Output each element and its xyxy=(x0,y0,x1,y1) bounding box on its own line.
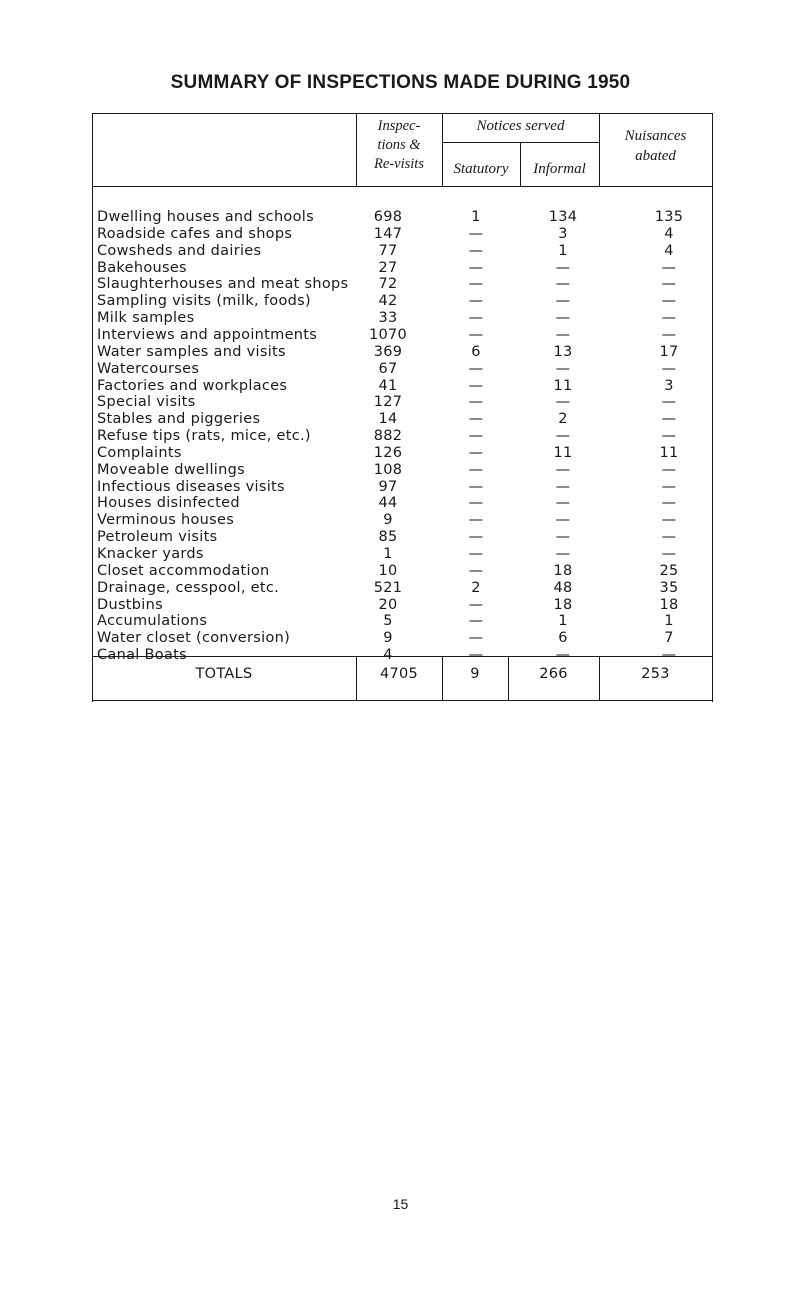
row-informal: — xyxy=(555,428,571,445)
row-inspections: 42 xyxy=(378,293,398,310)
row-label: Dwelling houses and schools xyxy=(97,209,314,225)
row-nuisances: 7 xyxy=(664,630,674,647)
table-row xyxy=(92,646,713,664)
header-statutory: Statutory xyxy=(453,161,509,177)
row-statutory: — xyxy=(468,377,484,394)
row-inspections: 369 xyxy=(373,343,403,360)
row-informal: — xyxy=(555,512,571,529)
row-statutory: — xyxy=(468,293,484,310)
row-nuisances: — xyxy=(661,411,677,428)
row-informal: — xyxy=(555,478,571,495)
row-inspections: 41 xyxy=(378,377,398,394)
row-inspections: 67 xyxy=(378,360,398,377)
row-inspections: 97 xyxy=(378,478,398,495)
row-label: Closet accommodation xyxy=(97,562,270,579)
table-row xyxy=(92,343,713,361)
row-label: Special visits xyxy=(97,394,196,411)
row-nuisances: 3 xyxy=(664,377,674,394)
row-nuisances: 4 xyxy=(664,242,674,259)
row-nuisances: — xyxy=(661,478,677,495)
row-label: Verminous houses xyxy=(97,512,235,529)
header-nuisances-abated xyxy=(599,126,712,166)
row-label: Water samples and visits xyxy=(97,343,286,360)
table-row xyxy=(92,326,713,344)
row-nuisances: 18 xyxy=(659,596,679,613)
row-inspections: 1070 xyxy=(368,326,408,343)
row-statutory: — xyxy=(468,546,484,562)
totals-row xyxy=(92,665,713,685)
inspections-table xyxy=(92,113,713,702)
page-title: SUMMARY OF INSPECTIONS MADE DURING 1950 xyxy=(170,72,631,93)
row-inspections: 5 xyxy=(383,613,393,630)
table-row xyxy=(92,494,713,512)
row-inspections: 27 xyxy=(378,259,398,276)
table-row xyxy=(92,360,713,378)
totals-nuisances: 253 xyxy=(641,666,670,682)
row-label: Factories and workplaces xyxy=(97,377,288,394)
table-row xyxy=(92,629,713,647)
totals-label: TOTALS xyxy=(195,666,253,682)
row-statutory: — xyxy=(468,259,484,276)
row-inspections: 20 xyxy=(378,596,398,613)
header-nuisances-line-1: Nuisances xyxy=(624,128,687,144)
row-informal: — xyxy=(555,529,571,546)
header-nuisances-line-2: abated xyxy=(635,148,676,164)
row-label: Roadside cafes and shops xyxy=(97,225,293,242)
row-nuisances: — xyxy=(661,647,677,664)
row-nuisances: 4 xyxy=(664,225,674,242)
row-nuisances: 35 xyxy=(659,579,679,596)
row-statutory: — xyxy=(468,411,484,428)
row-nuisances: — xyxy=(661,276,677,293)
row-label: Cowsheds and dairies xyxy=(97,242,262,259)
header-inspections-line-2: tions & xyxy=(377,137,421,153)
header-inspections xyxy=(356,117,442,174)
table-row xyxy=(92,579,713,597)
row-statutory: — xyxy=(468,394,484,411)
row-inspections: 44 xyxy=(378,495,398,512)
row-inspections: 147 xyxy=(373,225,403,242)
row-statutory: — xyxy=(468,630,484,647)
row-nuisances: 1 xyxy=(664,613,674,630)
table-row xyxy=(92,309,713,327)
row-inspections: 14 xyxy=(378,411,398,428)
table-row xyxy=(92,225,713,243)
row-label: Stables and piggeries xyxy=(97,411,261,428)
row-label: Moveable dwellings xyxy=(97,461,245,478)
row-statutory: — xyxy=(468,478,484,495)
row-statutory: — xyxy=(468,428,484,445)
row-label: Water closet (conversion) xyxy=(97,630,291,647)
row-informal: 11 xyxy=(553,444,573,461)
table-row xyxy=(92,242,713,260)
row-statutory: — xyxy=(468,562,484,579)
totals-inspections: 4705 xyxy=(379,666,419,682)
table-row xyxy=(92,427,713,445)
table-row xyxy=(92,596,713,614)
row-inspections: 4 xyxy=(383,647,393,664)
row-statutory: — xyxy=(468,495,484,512)
table-row xyxy=(92,528,713,546)
row-label: Canal Boats xyxy=(97,647,187,664)
row-label: Petroleum visits xyxy=(97,529,218,546)
row-informal: — xyxy=(555,461,571,478)
row-informal: — xyxy=(555,293,571,310)
row-statutory: 2 xyxy=(471,579,481,596)
row-inspections: 126 xyxy=(373,444,403,461)
table-row xyxy=(92,478,713,496)
row-statutory: — xyxy=(468,512,484,529)
totals-statutory: 9 xyxy=(470,666,480,682)
header-informal: Informal xyxy=(533,161,586,177)
row-nuisances: — xyxy=(661,495,677,512)
row-statutory: — xyxy=(468,613,484,630)
row-informal: — xyxy=(555,326,571,343)
row-nuisances: 135 xyxy=(654,209,684,225)
row-label: Bakehouses xyxy=(97,259,187,276)
table-row xyxy=(92,259,713,277)
table-row xyxy=(92,545,713,563)
table-bottom-rule xyxy=(92,700,713,701)
table-row xyxy=(92,377,713,395)
row-inspections: 882 xyxy=(373,428,403,445)
table-row xyxy=(92,410,713,428)
row-label: Refuse tips (rats, mice, etc.) xyxy=(97,428,311,445)
row-informal: — xyxy=(555,360,571,377)
row-inspections: 33 xyxy=(378,310,398,327)
row-nuisances: — xyxy=(661,546,677,562)
row-inspections: 85 xyxy=(378,529,398,546)
page-number: 15 xyxy=(392,1196,409,1212)
row-informal: — xyxy=(555,394,571,411)
row-inspections: 72 xyxy=(378,276,398,293)
row-label: Complaints xyxy=(97,444,182,461)
table-row xyxy=(92,292,713,310)
row-label: Accumulations xyxy=(97,613,208,630)
row-label: Dustbins xyxy=(97,596,163,613)
row-informal: — xyxy=(555,546,571,562)
row-label: Slaughterhouses and meat shops xyxy=(97,276,349,293)
row-statutory: — xyxy=(468,360,484,377)
header-inspections-line-1: Inspec- xyxy=(377,118,421,134)
row-statutory: — xyxy=(468,310,484,327)
row-informal: 3 xyxy=(558,225,568,242)
header-bottom-rule xyxy=(92,186,713,187)
row-nuisances: — xyxy=(661,428,677,445)
row-statutory: — xyxy=(468,326,484,343)
row-label: Infectious diseases visits xyxy=(97,478,285,495)
row-inspections: 521 xyxy=(373,579,403,596)
row-inspections: 1 xyxy=(383,546,393,562)
row-informal: 13 xyxy=(553,343,573,360)
row-label: Knacker yards xyxy=(97,546,204,562)
row-nuisances: — xyxy=(661,360,677,377)
row-informal: 11 xyxy=(553,377,573,394)
row-informal: — xyxy=(555,647,571,664)
table-row xyxy=(92,275,713,293)
row-statutory: 1 xyxy=(471,209,481,225)
row-statutory: — xyxy=(468,444,484,461)
row-informal: — xyxy=(555,259,571,276)
row-nuisances: 25 xyxy=(659,562,679,579)
row-nuisances: — xyxy=(661,394,677,411)
row-inspections: 10 xyxy=(378,562,398,579)
table-row xyxy=(92,612,713,630)
row-label: Drainage, cesspool, etc. xyxy=(97,579,280,596)
row-statutory: — xyxy=(468,529,484,546)
row-inspections: 127 xyxy=(373,394,403,411)
row-nuisances: — xyxy=(661,529,677,546)
row-label: Houses disinfected xyxy=(97,495,240,512)
row-informal: — xyxy=(555,276,571,293)
row-label: Watercourses xyxy=(97,360,200,377)
row-inspections: 9 xyxy=(383,512,393,529)
row-statutory: — xyxy=(468,461,484,478)
table-row xyxy=(92,393,713,411)
row-nuisances: — xyxy=(661,512,677,529)
row-nuisances: — xyxy=(661,461,677,478)
row-statutory: — xyxy=(468,242,484,259)
row-nuisances: — xyxy=(661,293,677,310)
row-informal: — xyxy=(555,495,571,512)
header-notices-served: Notices served xyxy=(476,118,565,134)
row-informal: 1 xyxy=(558,613,568,630)
row-statutory: — xyxy=(468,596,484,613)
row-nuisances: — xyxy=(661,259,677,276)
row-inspections: 77 xyxy=(378,242,398,259)
header-inspections-line-3: Re-visits xyxy=(374,156,424,172)
row-label: Interviews and appointments xyxy=(97,326,318,343)
row-informal: — xyxy=(555,310,571,327)
row-inspections: 108 xyxy=(373,461,403,478)
row-informal: 1 xyxy=(558,242,568,259)
row-nuisances: 11 xyxy=(659,444,679,461)
table-row xyxy=(92,208,713,226)
row-statutory: — xyxy=(468,276,484,293)
row-informal: 6 xyxy=(558,630,568,647)
row-nuisances: — xyxy=(661,310,677,327)
row-nuisances: — xyxy=(661,326,677,343)
row-informal: 18 xyxy=(553,596,573,613)
table-row xyxy=(92,562,713,580)
table-top-rule xyxy=(92,113,713,114)
table-row xyxy=(92,444,713,462)
row-statutory: — xyxy=(468,225,484,242)
table-row xyxy=(92,461,713,479)
row-inspections: 9 xyxy=(383,630,393,647)
totals-informal: 266 xyxy=(539,666,568,682)
row-informal: 48 xyxy=(553,579,573,596)
row-label: Sampling visits (milk, foods) xyxy=(97,293,311,310)
row-statutory: 6 xyxy=(471,343,481,360)
row-inspections: 698 xyxy=(373,209,403,225)
row-nuisances: 17 xyxy=(659,343,679,360)
row-informal: 2 xyxy=(558,411,568,428)
row-informal: 134 xyxy=(548,209,578,225)
row-informal: 18 xyxy=(553,562,573,579)
table-row xyxy=(92,511,713,529)
row-label: Milk samples xyxy=(97,310,195,327)
row-statutory: — xyxy=(468,647,484,664)
